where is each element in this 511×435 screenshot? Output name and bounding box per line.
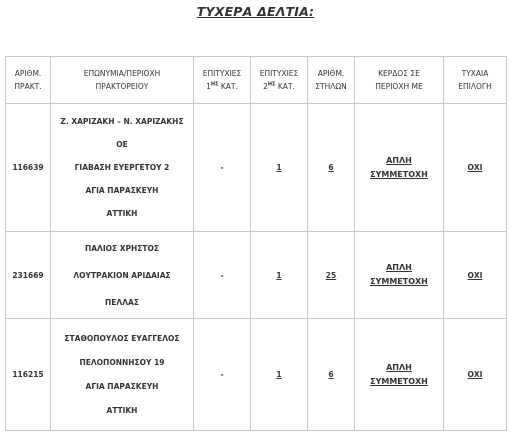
second-category-cell [251,319,308,431]
profit-link-line1: ΑΠΛΗ [386,263,412,272]
profit-cell [355,232,444,319]
header-columns [308,57,355,104]
random-pick-link[interactable]: ΟΧΙ [467,270,483,280]
first-category-cell: - [194,319,251,431]
second-category-link[interactable]: 1 [276,370,282,379]
agency-line: ΠΕΛΟΠΟΝΝΗΣΟΥ 19 [79,357,165,367]
agency-line: ΛΟΥΤΡΑΚΙΟΝ ΑΡΙΔΑΙΑΣ [73,270,171,280]
random-pick-cell [444,232,507,319]
profit-link-line1: ΑΠΛΗ [386,362,412,372]
header-profit-line1: ΚΕΡΔΟΣ ΣΕ [378,69,420,78]
second-category-link[interactable]: 1 [276,270,282,280]
header-second-sup: ΗΣ [267,81,276,88]
agency-line: ΟΕ [116,140,128,149]
profit-link[interactable] [370,361,428,389]
profit-link-line2: ΣΥΜΜΕΤΟΧΗ [370,277,428,286]
agency-line: ΠΕΛΛΑΣ [105,297,139,307]
table-header-row [6,57,507,104]
agency-line: ΓΙΑΒΑΣΗ ΕΥΕΡΓΕΤΟΥ 2 [74,163,170,172]
second-category-cell [251,232,308,319]
header-second-line2 [253,80,305,93]
agency-line: Ζ. ΧΑΡΙΖΑΚΗ – Ν. ΧΑΡΙΖΑΚΗΣ [60,117,184,126]
columns-link[interactable]: 6 [328,163,334,172]
agency-line: ΑΤΤΙΚΗ [106,209,138,218]
agency-details-cell [51,104,194,232]
table-row [6,232,507,319]
random-pick-link[interactable]: ΟΧΙ [467,163,483,172]
header-agency-name [51,57,194,104]
columns-cell [308,319,355,431]
header-profit [355,57,444,104]
header-second-category [251,57,308,104]
columns-link[interactable]: 6 [328,370,334,379]
header-second-num: 2 [263,82,268,91]
header-agency-line1: ΕΠΩΝΥΜΙΑ/ΠΕΡΙΟΧΗ [83,69,161,78]
profit-link[interactable] [370,154,428,182]
agency-code-cell: 231669 [6,232,51,319]
agency-code-cell: 116639 [6,104,51,232]
header-first-num: 1 [206,82,211,91]
first-category-cell: - [194,232,251,319]
header-first-category [194,57,251,104]
header-first-cat: ΚΑΤ. [220,82,238,91]
profit-link-line2: ΣΥΜΜΕΤΟΧΗ [370,376,428,386]
header-columns-line1: ΑΡΙΘΜ. [317,69,345,78]
random-pick-link[interactable]: ΟΧΙ [467,370,483,379]
agency-details-cell [51,319,194,431]
header-random-line2: ΕΠΙΛΟΓΗ [458,82,492,91]
header-agency-line2: ΠΡΑΚΤΟΡΕΙΟΥ [95,82,149,91]
columns-cell [308,232,355,319]
profit-link-line1: ΑΠΛΗ [386,155,412,165]
profit-link-line2: ΣΥΜΜΕΤΟΧΗ [370,169,428,179]
agency-code-cell: 116215 [6,319,51,431]
page-title: ΤΥΧΕΡΑ ΔΕΛΤΙΑ: [196,4,315,19]
header-first-line2 [196,80,248,93]
header-code-line1: ΑΡΙΘΜ. [14,69,42,78]
profit-link[interactable] [370,261,428,289]
agency-line: ΑΓΙΑ ΠΑΡΑΣΚΕΥΗ [85,381,159,391]
header-second-cat: ΚΑΤ. [277,82,295,91]
agency-line: ΑΤΤΙΚΗ [106,405,138,415]
second-category-link[interactable]: 1 [276,163,282,172]
agency-line: ΠΑΛΙΟΣ ΧΡΗΣΤΟΣ [84,243,160,253]
first-category-cell: - [194,104,251,232]
header-second-line1: ΕΠΙΤΥΧΙΕΣ [259,69,299,78]
winning-tickets-table [5,56,507,431]
agency-line: ΑΓΙΑ ΠΑΡΑΣΚΕΥΗ [85,186,159,195]
header-first-sup: ΗΣ [210,81,219,88]
table-row [6,319,507,431]
random-pick-cell [444,104,507,232]
header-code-line2: ΠΡΑΚΤ. [14,82,42,91]
second-category-cell [251,104,308,232]
header-random-pick [444,57,507,104]
columns-link[interactable]: 25 [325,270,337,280]
columns-cell [308,104,355,232]
agency-details-cell [51,232,194,319]
table-row [6,104,507,232]
header-profit-line2: ΠΕΡΙΟΧΗ ΜΕ [375,82,423,91]
header-agency-code [6,57,51,104]
profit-cell [355,104,444,232]
header-columns-line2: ΣΤΗΛΩΝ [315,82,347,91]
profit-cell [355,319,444,431]
random-pick-cell [444,319,507,431]
agency-line: ΣΤΑΘΟΠΟΥΛΟΣ ΕΥΑΓΓΕΛΟΣ [64,333,180,343]
header-first-line1: ΕΠΙΤΥΧΙΕΣ [202,69,242,78]
header-random-line1: ΤΥΧΑΙΑ [461,69,489,78]
